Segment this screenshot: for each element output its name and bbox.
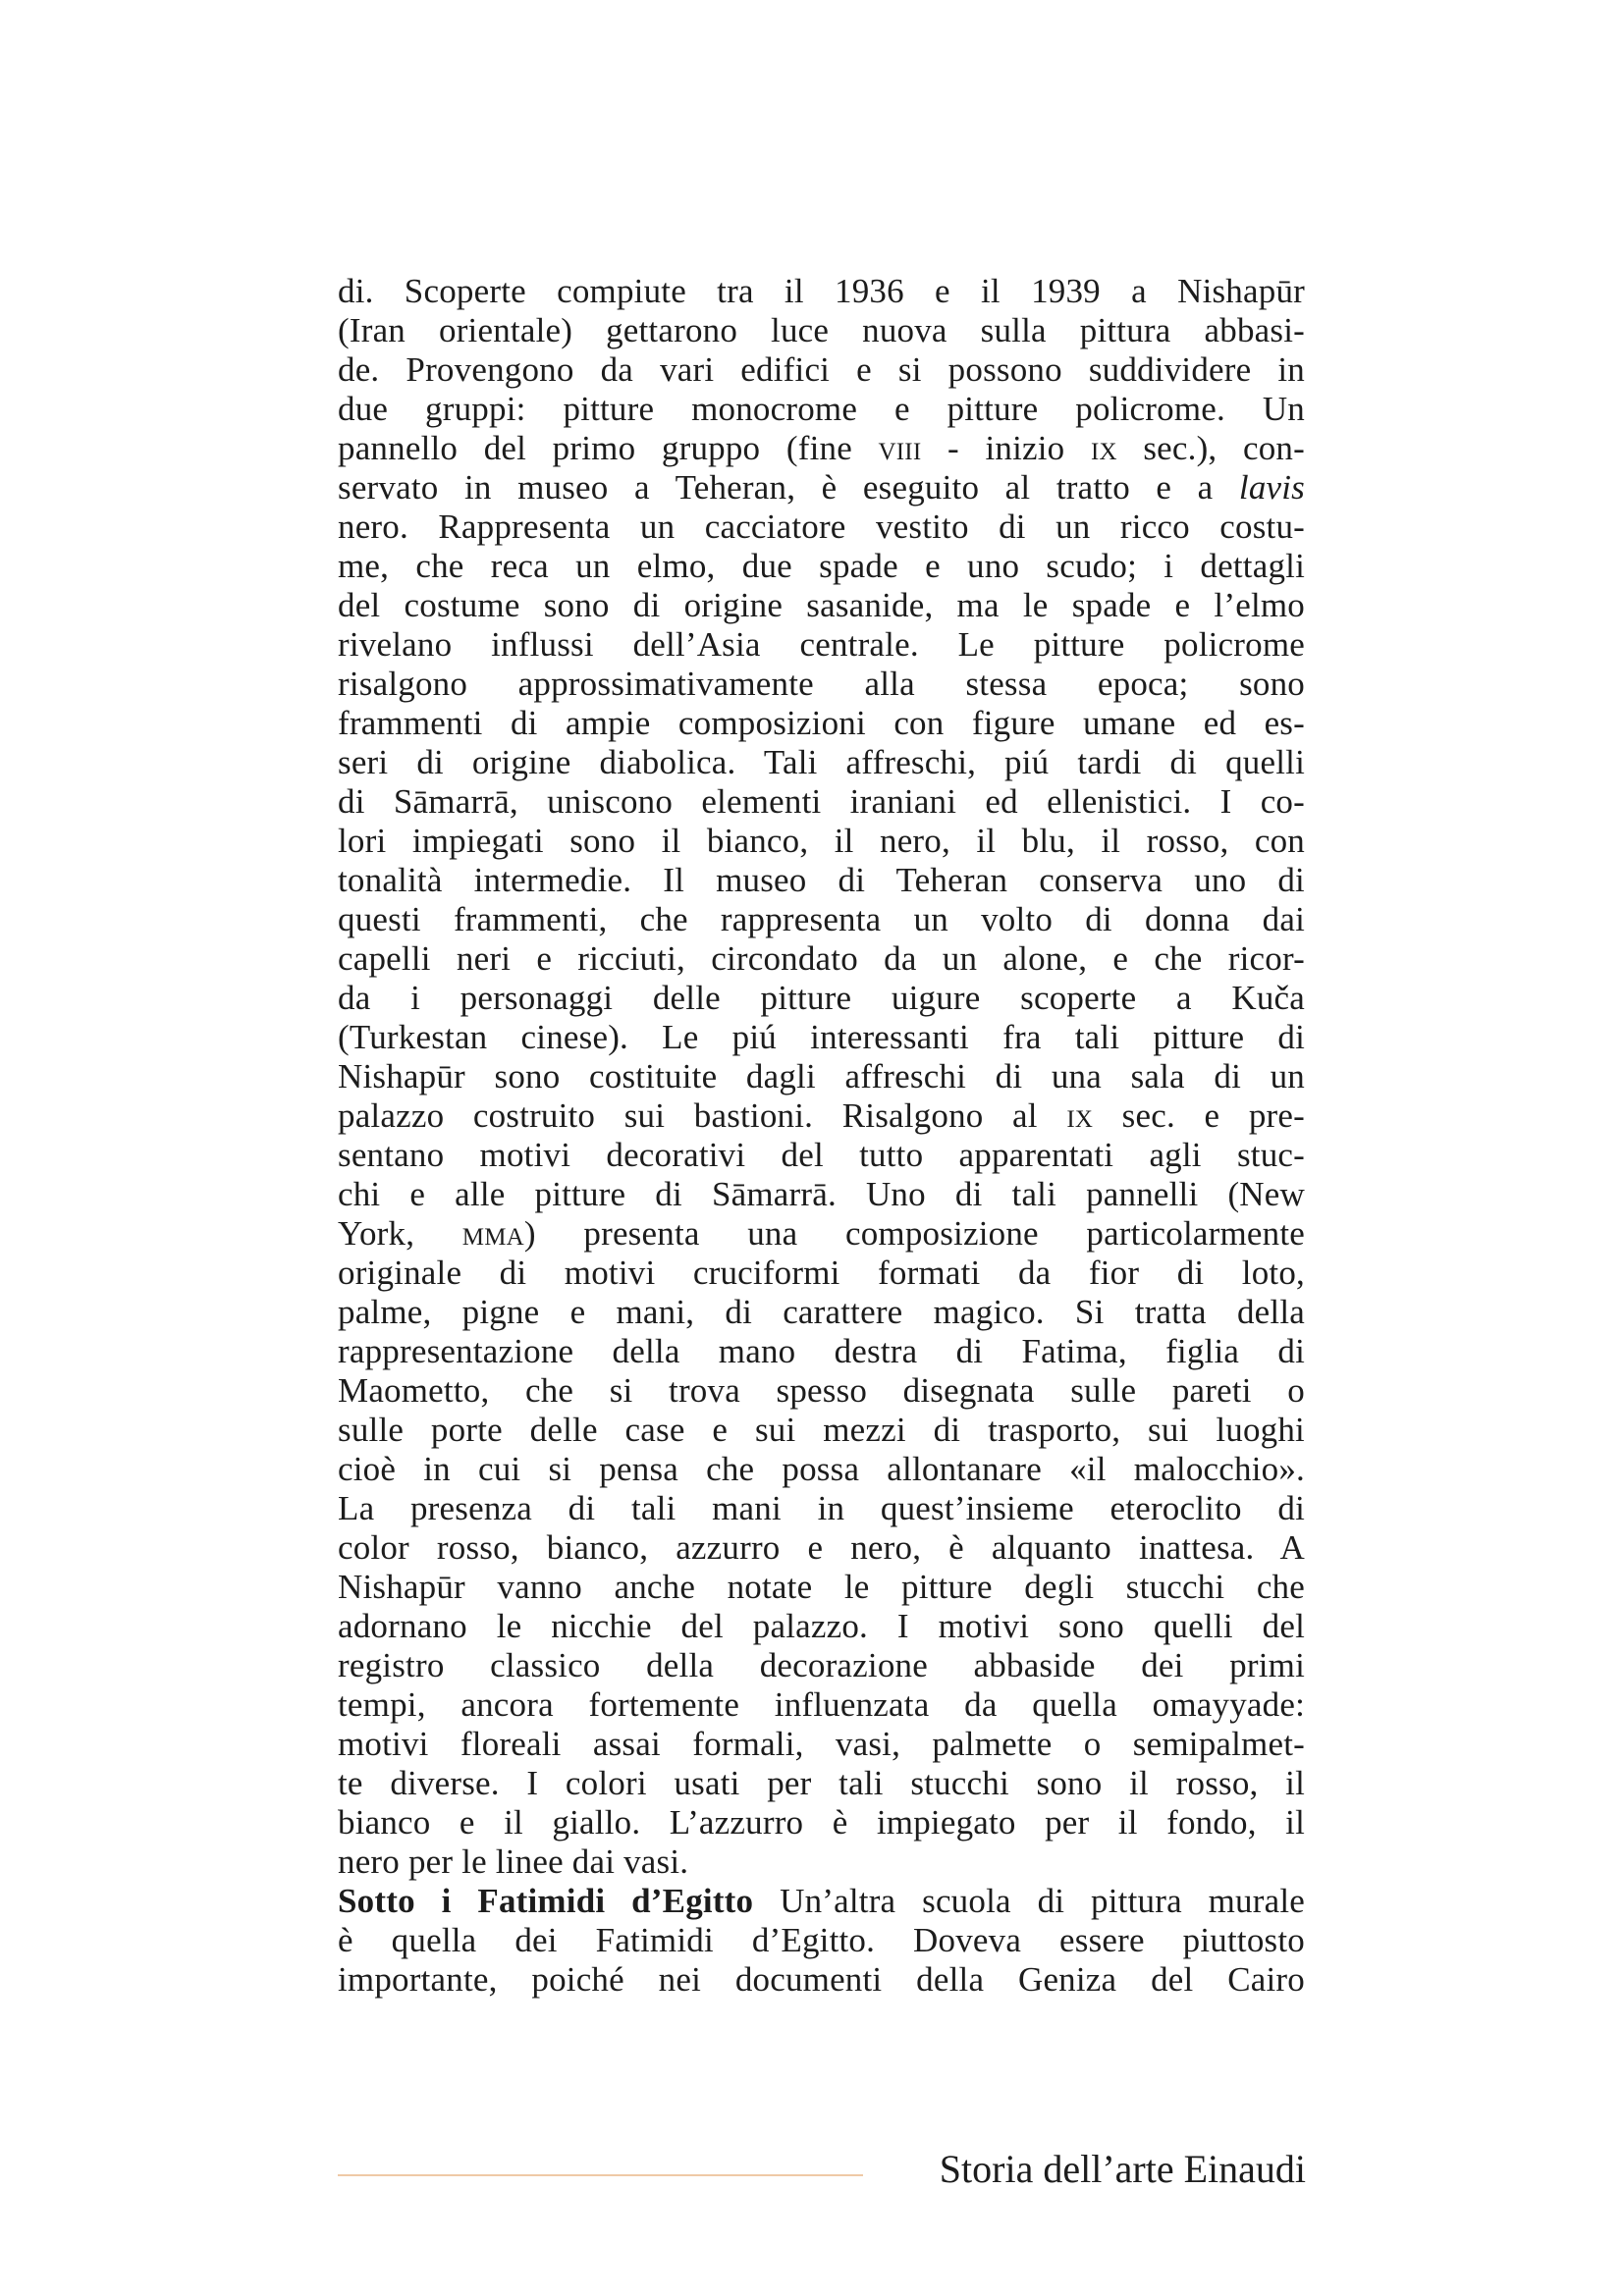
text-run: ) presenta una composizione particolarmente <box>523 1214 1305 1253</box>
text-run: pannello del primo gruppo (fine <box>338 429 879 467</box>
text-line: (Turkestan cinese). Le piú interessanti fra tali pitture di <box>338 1018 1305 1056</box>
text-line: di Sāmarrā, uniscono elementi iraniani ed ellenistici. I co- <box>338 782 1305 821</box>
text-line: (Iran orientale) gettarono luce nuova sulla pittura abbasi- <box>338 311 1305 349</box>
text-line: questi frammenti, che rappresenta un volto di donna dai <box>338 900 1305 938</box>
text-line: capelli neri e ricciuti, circondato da un alone, e che ricor- <box>338 939 1305 978</box>
text-line: Maometto, che si trova spesso disegnata sulle pareti o <box>338 1371 1305 1410</box>
small-caps-abbreviation: mma <box>461 1214 524 1253</box>
text-run: - inizio <box>921 429 1091 467</box>
text-line: Nishapūr sono costituite dagli affreschi di una sala di un <box>338 1057 1305 1095</box>
text-line: palme, pigne e mani, di carattere magico. Si tratta della <box>338 1293 1305 1331</box>
text-line: de. Provengono da vari edifici e si possono suddividere in <box>338 350 1305 389</box>
text-line: me, che reca un elmo, due spade e uno scudo; i dettagli <box>338 547 1305 585</box>
article-body <box>338 272 1305 2000</box>
text-run: servato in museo a Teheran, è eseguito al tratto e a <box>338 468 1239 507</box>
text-line: te diverse. I colori usati per tali stucchi sono il rosso, il <box>338 1764 1305 1802</box>
text-line: Nishapūr vanno anche notate le pitture degli stucchi che <box>338 1568 1305 1606</box>
text-line: cioè in cui si pensa che possa allontanare «il malocchio». <box>338 1450 1305 1488</box>
text-line: motivi floreali assai formali, vasi, palmette o semipalmet- <box>338 1725 1305 1763</box>
text-line: registro classico della decorazione abbaside dei primi <box>338 1646 1305 1684</box>
text-line: frammenti di ampie composizioni con figure umane ed es- <box>338 704 1305 742</box>
text-line: chi e alle pitture di Sāmarrā. Uno di tali pannelli (New <box>338 1175 1305 1213</box>
text-run: palazzo costruito sui bastioni. Risalgono al <box>338 1096 1067 1135</box>
text-line: nero. Rappresenta un cacciatore vestito di un ricco costu- <box>338 507 1305 546</box>
text-line <box>338 1214 1305 1254</box>
text-line: lori impiegati sono il bianco, il nero, il blu, il rosso, con <box>338 822 1305 860</box>
text-line: è quella dei Fatimidi d’Egitto. Doveva essere piuttosto <box>338 1921 1305 1959</box>
small-caps-numeral: ix <box>1090 429 1117 467</box>
text-line <box>338 1096 1305 1136</box>
text-run: Un’altra scuola di pittura murale <box>753 1882 1305 1920</box>
text-line: due gruppi: pitture monocrome e pitture policrome. Un <box>338 390 1305 428</box>
text-line: tempi, ancora fortemente influenzata da quella omayyade: <box>338 1685 1305 1724</box>
text-run: sec.), con- <box>1116 429 1305 467</box>
text-line: La presenza di tali mani in quest’insieme eteroclito di <box>338 1489 1305 1527</box>
small-caps-numeral: viii <box>878 429 922 467</box>
footer-divider <box>338 2174 863 2176</box>
text-line: importante, poiché nei documenti della Geniza del Cairo <box>338 1960 1305 1999</box>
small-caps-numeral: ix <box>1066 1096 1094 1135</box>
text-line: adornano le nicchie del palazzo. I motivi sono quelli del <box>338 1607 1305 1645</box>
text-line: da i personaggi delle pitture uigure scoperte a Kuča <box>338 979 1305 1017</box>
text-line: rivelano influssi dell’Asia centrale. Le pitture policrome <box>338 625 1305 664</box>
italic-term: lavis <box>1238 468 1305 507</box>
text-line: nero per le linee dai vasi. <box>338 1842 689 1881</box>
text-line: sentano motivi decorativi del tutto apparentati agli stuc- <box>338 1136 1305 1174</box>
text-line: originale di motivi cruciformi formati da fior di loto, <box>338 1254 1305 1292</box>
text-line: di. Scoperte compiute tra il 1936 e il 1939 a Nishapūr <box>338 272 1305 310</box>
text-line: rappresentazione della mano destra di Fatima, figlia di <box>338 1332 1305 1370</box>
section-heading: Sotto i Fatimidi d’Egitto <box>338 1882 754 1920</box>
text-run: York, <box>338 1214 462 1253</box>
text-line: seri di origine diabolica. Tali affreschi, piú tardi di quelli <box>338 743 1305 781</box>
text-line: bianco e il giallo. L’azzurro è impiegato per il fondo, il <box>338 1803 1305 1842</box>
text-line <box>338 429 1305 468</box>
section-heading-line <box>338 1882 1305 1921</box>
text-line: sulle porte delle case e sui mezzi di trasporto, sui luoghi <box>338 1411 1305 1449</box>
text-run: sec. e pre- <box>1093 1096 1305 1135</box>
text-line <box>338 468 1305 507</box>
text-line: del costume sono di origine sasanide, ma le spade e l’elmo <box>338 586 1305 624</box>
text-line: color rosso, bianco, azzurro e nero, è alquanto inattesa. A <box>338 1528 1305 1567</box>
text-line: risalgono approssimativamente alla stessa epoca; sono <box>338 665 1305 703</box>
text-line: tonalità intermedie. Il museo di Teheran conserva uno di <box>338 861 1305 899</box>
footer-publication-title: Storia dell’arte Einaudi <box>939 2147 1306 2191</box>
